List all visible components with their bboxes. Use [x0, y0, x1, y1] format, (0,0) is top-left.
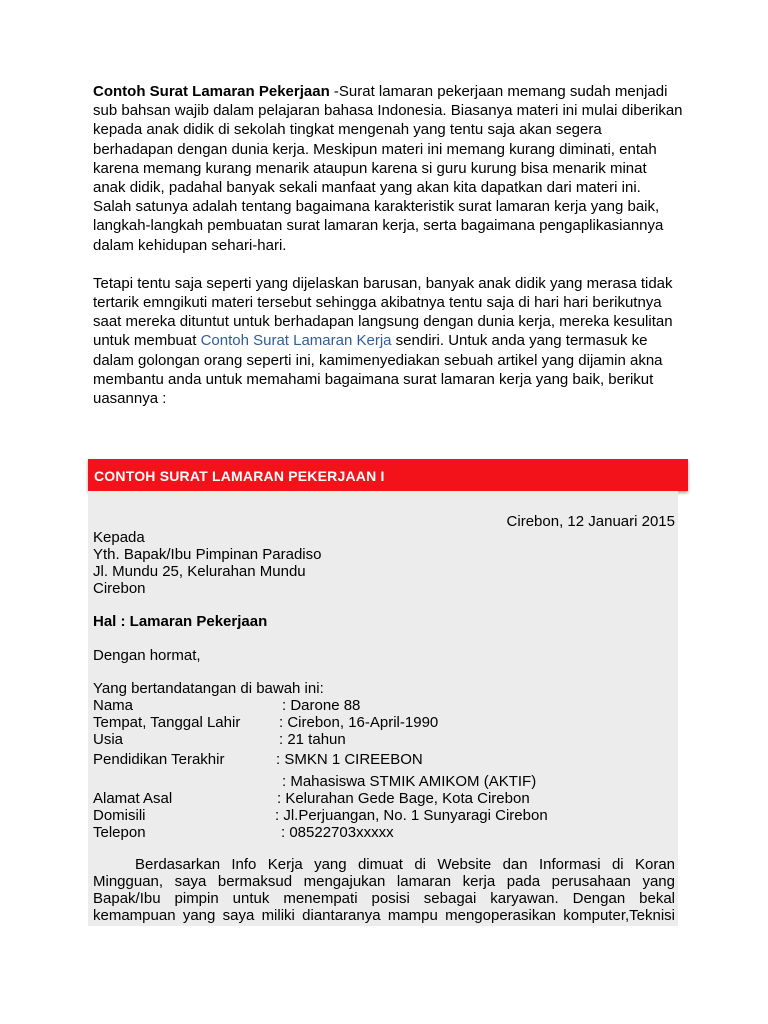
field-value-ttl: : Cirebon, 16-April-1990 — [279, 714, 439, 731]
contoh-surat-link[interactable]: Contoh Surat Lamaran Kerja — [200, 332, 392, 350]
letter-body — [93, 856, 675, 924]
field-label-telepon: Telepon — [93, 824, 146, 841]
intro-text — [93, 82, 683, 408]
field-value-mahasiswa: : Mahasiswa STMIK AMIKOM (AKTIF) — [282, 773, 537, 790]
recipient-line-3: Jl. Mundu 25, Kelurahan Mundu — [93, 563, 306, 580]
field-value-nama: : Darone 88 — [282, 697, 361, 714]
intro-paragraph-2 — [93, 274, 683, 408]
field-label-ttl: Tempat, Tanggal Lahir — [93, 714, 241, 731]
field-label-usia: Usia — [93, 731, 124, 748]
field-value-usia: : 21 tahun — [279, 731, 346, 748]
section-banner-title: CONTOH SURAT LAMARAN PEKERJAAN I — [94, 468, 385, 484]
intro-paragraph-2-start: Tetapi tentu saja seperti yang dijelaskan barusan, banyak anak didik yang merasa tidak tertarik emngikuti materi tersebut sehingga akibatnya tentu saja di hari hari berikutnya saat mereka dituntut untuk berhadapan langsung dengan dunia kerja, mereka kesulitan untuk membuat — [93, 274, 673, 350]
recipient-line-1: Kepada — [93, 529, 145, 546]
field-value-telepon: : 08522703xxxxx — [281, 824, 394, 841]
intro-paragraph-1 — [93, 82, 683, 255]
letter-body-line-4: kemampuan yang saya miliki diantaranya mampu mengoperasikan komputer,Teknisi — [93, 907, 675, 924]
intro-paragraph-2-end: sendiri. Untuk anda yang termasuk ke dalam golongan orang seperti ini, kamimenyediakan sebuah artikel yang dijamin akna membantu anda untuk memahami bagaimana surat lamaran kerja yang baik, berikut uasannya : — [93, 332, 663, 408]
letter-body-line-1: Berdasarkan Info Kerja yang dimuat di Website dan Informasi di Koran — [135, 856, 675, 873]
intro-paragraph-1-text: -Surat lamaran pekerjaan memang sudah menjadi sub bahsan wajib dalam pelajaran bahasa Indonesia. Biasanya materi ini mulai diberikan kepada anak didik di sekolah tingkat mengenah yang tentu saja akan segera berhadapan dengan dunia kerja. Meskipun materi ini memang kurang diminati, entah karena memang kurang menarik ataupun karena si guru kurung bisa menarik minat anak didik, padahal banyak sekali manfaat yang akan kita dapatkan dari materi ini. Salah satunya adalah tentang bagaimana karakteristik surat lamaran kerja yang baik, langkah-langkah pembuatan surat lamaran kerja, serta bagaimana pengaplikasiannya dalam kehidupan sehari-hari. — [93, 83, 683, 254]
section-banner — [88, 459, 688, 491]
field-label-pendidikan: Pendidikan Terakhir — [93, 751, 225, 768]
letter-greeting: Dengan hormat, — [93, 647, 201, 664]
field-label-nama: Nama — [93, 697, 134, 714]
letter-intro-line: Yang bertandatangan di bawah ini: — [93, 680, 324, 697]
letter-date: Cirebon, 12 Januari 2015 — [506, 513, 675, 530]
field-value-pendidikan: : SMKN 1 CIREEBON — [276, 751, 423, 768]
field-value-domisili: : Jl.Perjuangan, No. 1 Sunyaragi Cirebon — [275, 807, 548, 824]
letter-box — [88, 491, 678, 926]
field-value-alamat: : Kelurahan Gede Bage, Kota Cirebon — [277, 790, 530, 807]
letter-subject: Hal : Lamaran Pekerjaan — [93, 613, 268, 630]
recipient-line-4: Cirebon — [93, 580, 146, 597]
field-label-alamat: Alamat Asal — [93, 790, 173, 807]
field-label-domisili: Domisili — [93, 807, 146, 824]
intro-title: Contoh Surat Lamaran Pekerjaan — [93, 83, 330, 100]
letter-body-line-3: Bapak/Ibu pimpin untuk menempati posisi sebagai karyawan. Dengan bekal — [93, 890, 675, 907]
letter-body-line-2: Mingguan, saya bermaksud mengajukan lamaran kerja pada perusahaan yang — [93, 873, 675, 890]
recipient-line-2: Yth. Bapak/Ibu Pimpinan Paradiso — [93, 546, 322, 563]
